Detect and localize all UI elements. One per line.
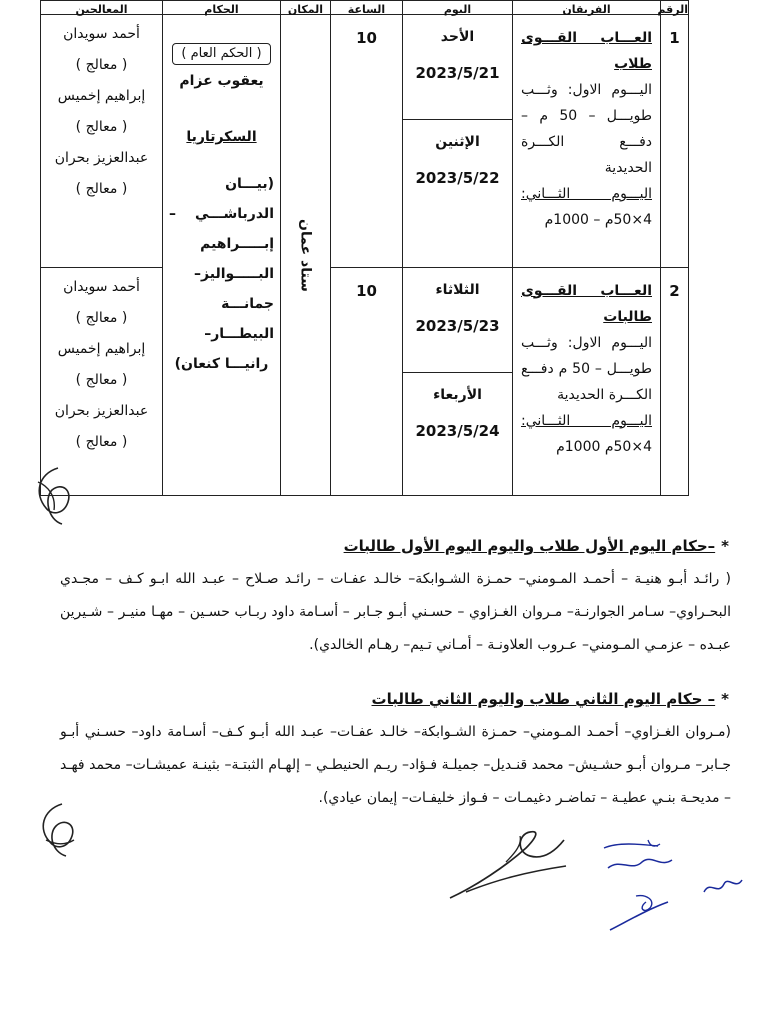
day-name: الأربعاء [433,386,482,403]
signature-black [446,822,576,904]
time-cell: 10 [331,15,403,268]
header-teams: الفريقان [513,1,661,15]
section2-heading-text: – حكام اليوم الثاني طلاب واليوم الثاني طالبات [371,690,716,708]
medic-name: عبدالعزيز بحران [54,150,149,167]
section1-heading [344,537,729,555]
day-name: الثلاثاء [435,281,480,298]
section2-body: (مـروان الغـزاوي– أحمـد المـومني– حمـزة الشـوابكة– خالـد عفـات– عبـد الله أبـو كـف– أسـامة داود– حسـني أبـو جـابر– مـروان أبـو حشـيش– محمد قنـديل– جميلـة فـؤاد– ريـم الحنيطـي – إلهـام الثبتـة– بثينـة عميشـات– محمد فهـد – مديحـة بنـي عطيـة – تماضـر دغيمـات – فـواز خليفـات– إيمان عيادي). [60,724,731,806]
medic-name: أحمد سويدان [63,26,140,43]
row-number: 1 [661,15,689,268]
day2-label: اليـــوم الثـــاني: [521,412,652,429]
day-date: 2023/5/22 [415,169,500,188]
day1-events: اليـــوم الاول: وثـــب طويـــل – 50 م دفـــع الكـــرة الحديدية [521,334,652,403]
general-judge-label: ( الحكم العام ) [172,43,270,65]
secretariat-list: (بيـــان الدرباشـــي – إبـــــراهيم البـــــواليز– جمانـــة البيطـــار– رانيـــا كنعان) [169,176,274,373]
header-num: الرقم [661,1,689,15]
table-row [41,267,689,495]
day2-label: اليـــوم الثـــاني: [521,186,652,203]
medic-role: ( معالج ) [75,371,128,388]
teams-cell [513,15,661,268]
table-row [41,15,689,268]
section1-bullet: * [721,537,729,555]
section1-heading-text: –حكام اليوم الأول طلاب واليوم اليوم الأول طالبات [343,537,716,555]
secretariat-label: السكرتاريا [186,129,257,146]
judges-cell [163,15,281,496]
day2-events: 4×50م 1000م [556,438,652,455]
place-name: ستاد عمان [297,218,314,292]
medic-role: ( معالج ) [75,119,128,136]
table-header-row [41,1,689,15]
header-place: المكان [281,1,331,15]
medic-name: إبراهيم إخميس [57,88,146,105]
team-title: العـــاب القـــوى طلاب [521,30,652,73]
day-date: 2023/5/21 [415,64,500,83]
section1-body: ( رائـد أبـو هنيـة – أحمـد المـومني– حمـزة الشـوابكة– خالـد عفـات – رائـد صـلاح – عبـد الله ابـو كـف – مجـدي البحـراوي– سـامر الجوارنـة– مـروان الغـزاوي – حسـني أبـو جـابر – أسـامة داود ربـاب حسـين – مهـا منيـر – شـيرين عبـده – عزمـي المـومني– عـروب العلاونـة – أمـاني تـيم– رهـام الخالدي). [60,571,731,653]
schedule-table [40,0,689,496]
medic-role: ( معالج ) [75,57,128,74]
day-date: 2023/5/24 [415,421,500,440]
header-day: اليوم [403,1,513,15]
medic-name: أحمد سويدان [63,278,140,295]
day-name: الإثنين [435,134,480,151]
team-title: العـــاب القـــوى طالبات [521,282,652,325]
general-judge-name: يعقوب عزام [179,73,264,90]
day2-events: 4×50م – 1000م [544,212,652,229]
signature-blue-small [700,872,746,902]
signature-mark-left-top [28,462,80,530]
day1-events: اليـــوم الاول: وثـــب طويـــل – 50 م – دفـــع الكـــرة الحديدية [521,82,652,177]
section2-heading [372,690,729,708]
header-medics: المعالجين [41,1,163,15]
section2-bullet: * [721,690,729,708]
day-date: 2023/5/23 [415,316,500,335]
signature-blue-stamp [598,838,678,882]
header-time: الساعة [331,1,403,15]
place-cell [281,15,331,496]
medics-cell [41,15,163,268]
day-cell [403,15,513,268]
teams-cell [513,267,661,495]
medic-role: ( معالج ) [75,433,128,450]
signature-blue-long [606,890,676,934]
medic-role: ( معالج ) [75,181,128,198]
medic-name: عبدالعزيز بحران [54,402,149,419]
header-judges: الحكام [163,1,281,15]
day-cell [403,267,513,495]
medics-list [41,15,162,205]
medic-name: إبراهيم إخميس [57,340,146,357]
medics-list [41,268,162,458]
medic-role: ( معالج ) [75,309,128,326]
row-number: 2 [661,267,689,495]
time-cell: 10 [331,267,403,495]
signature-mark-left-bottom [34,800,84,860]
day-name: الأحد [440,29,475,46]
